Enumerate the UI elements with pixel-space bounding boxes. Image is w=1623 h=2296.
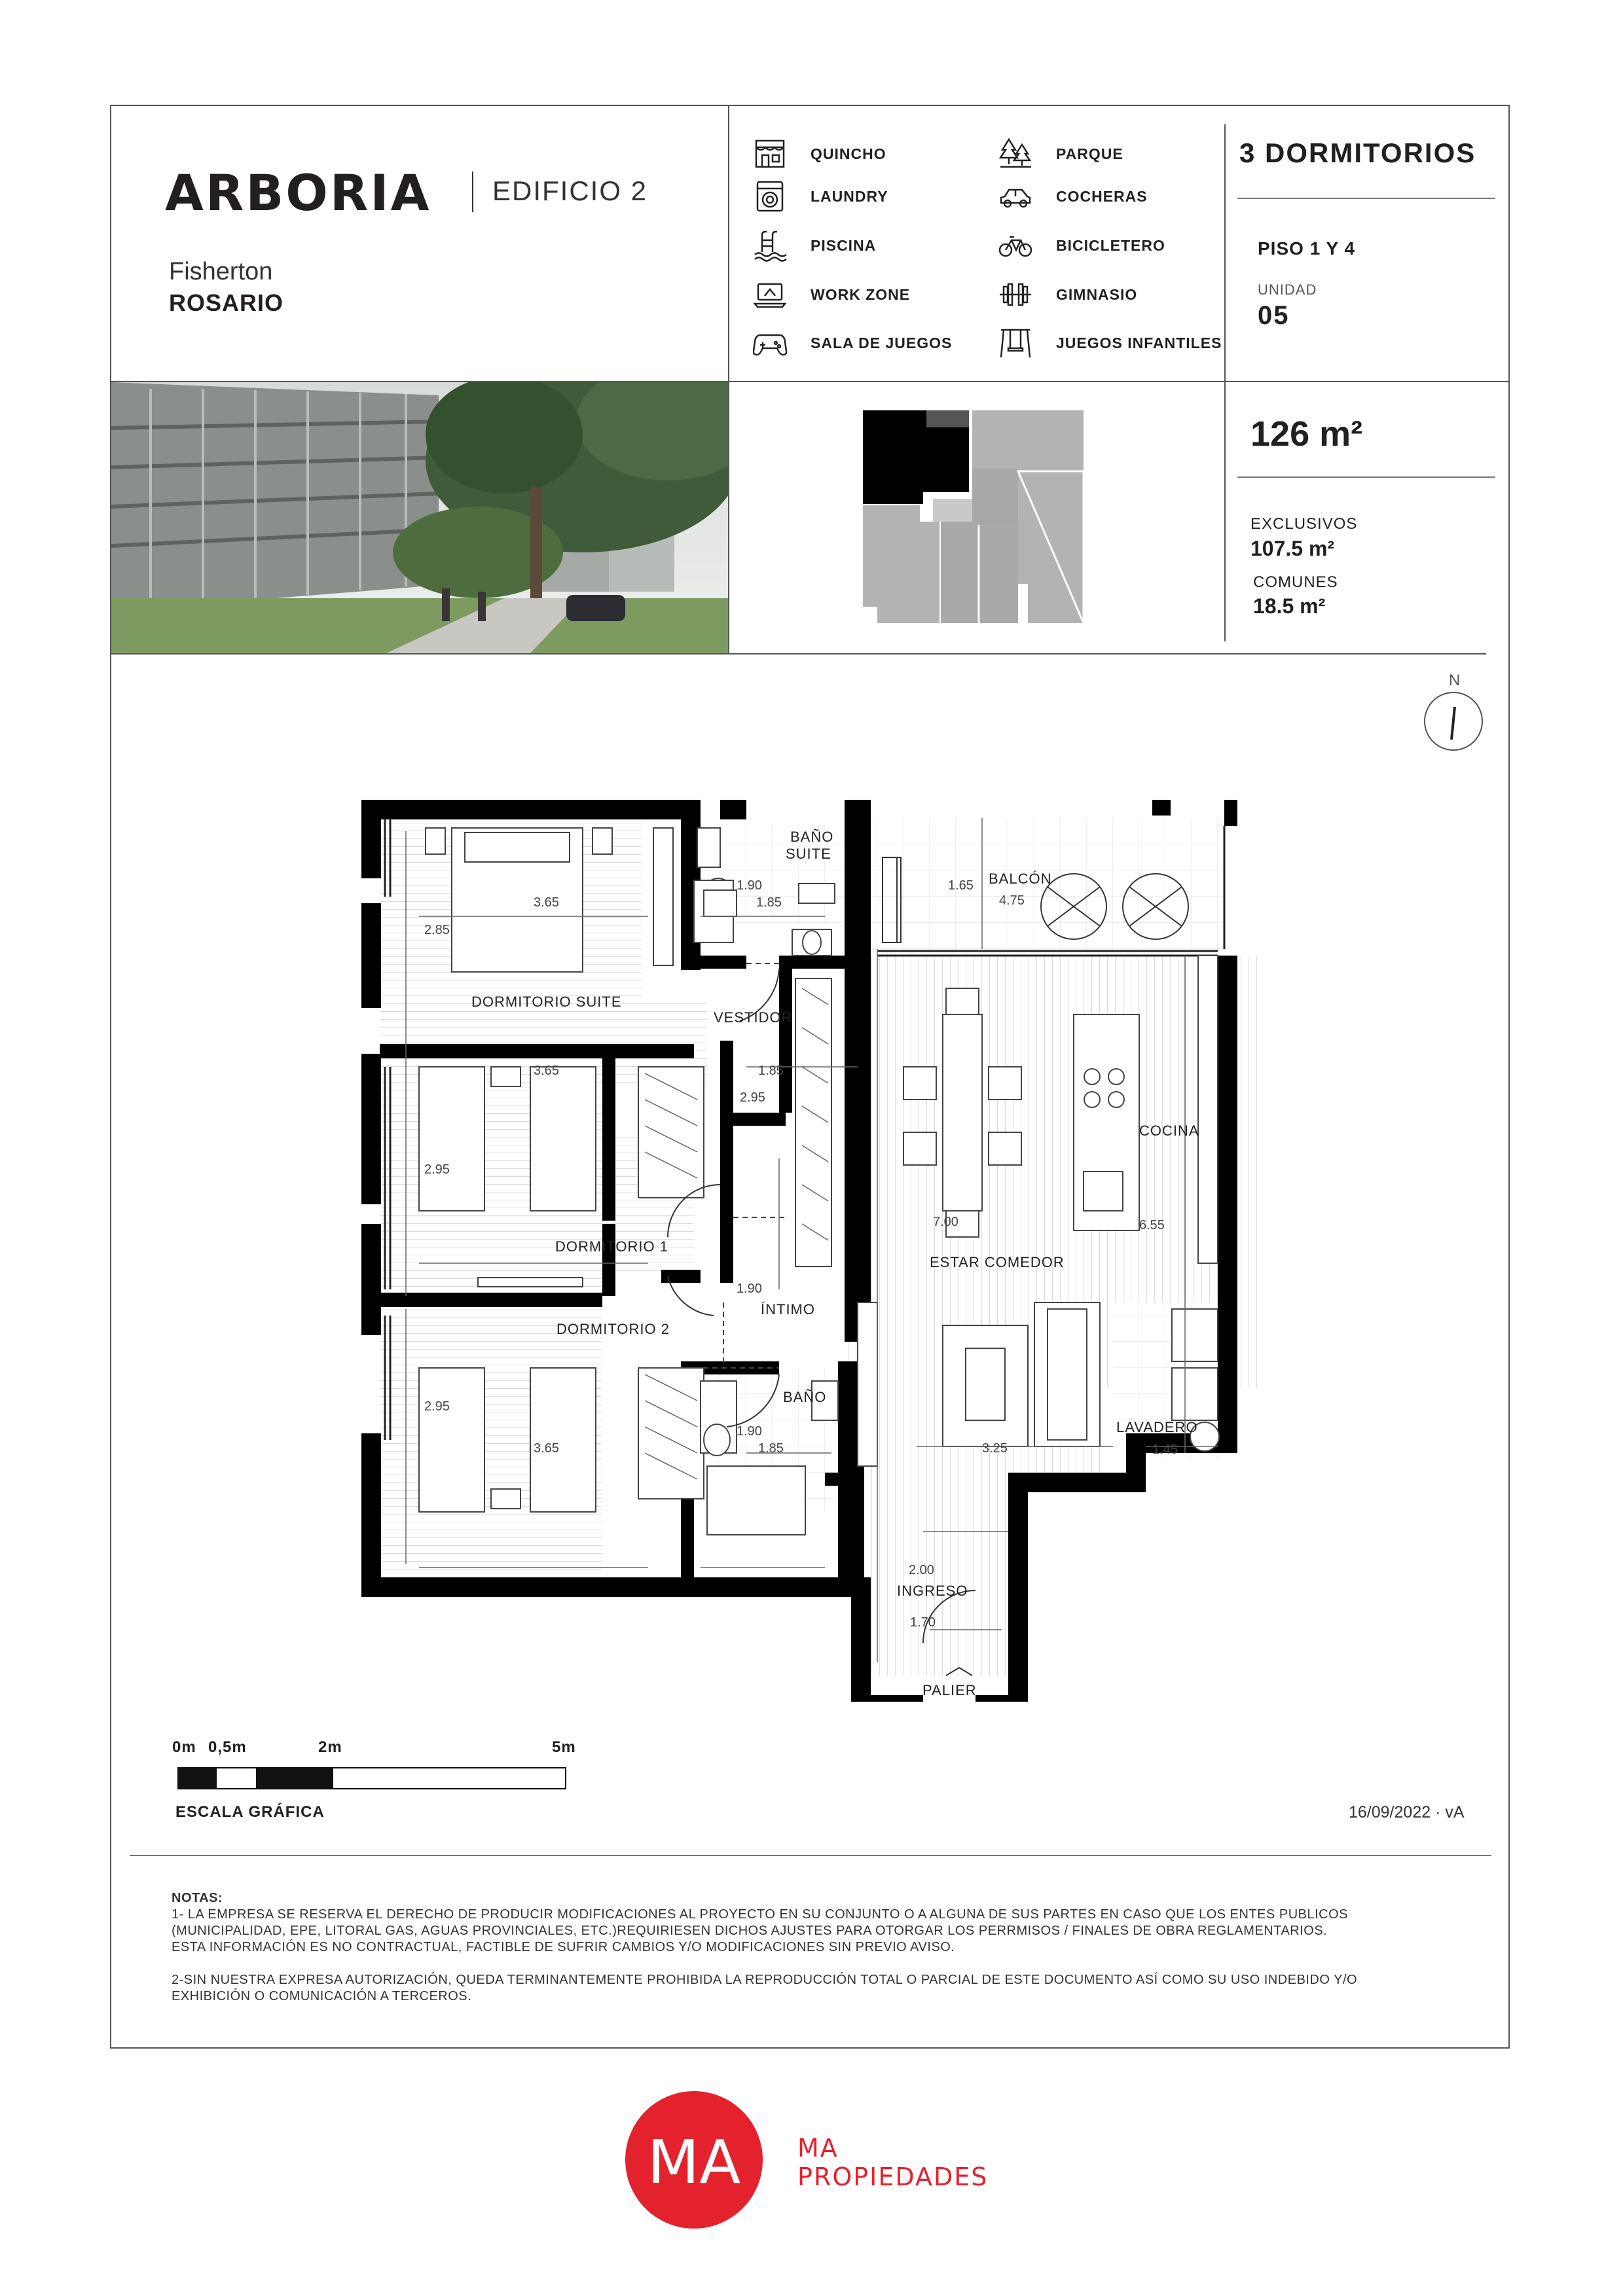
building-name: EDIFICIO 2 [492, 175, 648, 206]
amenity-label: BICICLETERO [1056, 236, 1165, 254]
column-divider-2 [1224, 124, 1226, 641]
amenity-piscina [753, 226, 876, 265]
amenity-label: LAUNDRY [811, 187, 888, 205]
swing-icon [998, 326, 1032, 360]
amenity-cocheras [998, 177, 1148, 216]
neighborhood: Fisherton [169, 258, 273, 285]
bicycle-icon [998, 228, 1032, 262]
note-2-line-2: EXHIBICIÓN O COMUNICACIÓN A TERCEROS. [172, 1989, 472, 2003]
floor-key-plan [861, 407, 1084, 623]
total-area: 126 m² [1250, 414, 1363, 454]
dimension: 7.00 [933, 1215, 958, 1229]
amenity-label: SALA DE JUEGOS [811, 334, 953, 351]
amenity-label: QUINCHO [811, 145, 886, 162]
column-divider-1 [728, 105, 729, 655]
dimension: 1.45 [1152, 1443, 1178, 1457]
dimension: 1.85 [758, 1441, 784, 1456]
dimension: 1.85 [758, 1064, 784, 1078]
trees-icon [998, 137, 1032, 171]
north-label: N [1449, 672, 1461, 689]
room-bano-suite: BAÑO [790, 829, 834, 845]
unit-label: UNIDAD [1258, 281, 1317, 298]
note-1-line-3: ESTA INFORMACIÓN ES NO CONTRACTUAL, FACTIBLE DE SUFRIR CAMBIOS Y/O MODIFICACIONES SIN PREVIO AVISO. [172, 1940, 955, 1954]
room-dormitorio-1: DORMITORIO 1 [555, 1238, 668, 1255]
common-label: COMUNES [1253, 573, 1338, 591]
north-arrow [1421, 674, 1486, 753]
amenity-sala-de-juegos [753, 323, 952, 363]
amenity-quincho [753, 134, 886, 173]
note-2-line-1: 2-SIN NUESTRA EXPRESA AUTORIZACIÓN, QUEDA TERMINANTEMENTE PROHIBIDA LA REPRODUCCIÓN TOTAL O PARCIAL DE ESTE DOCUMENTO ASÍ COMO SU USO INDEBIDO Y/O [172, 1973, 1358, 1987]
amenity-parque [998, 134, 1123, 173]
scale-tick-05: 0,5m [208, 1738, 247, 1756]
dimension: 2.95 [424, 1162, 450, 1177]
logo-mark: MA [647, 2127, 741, 2197]
room-balcon: BALCÓN [989, 870, 1052, 887]
room-palier: PALIER [922, 1682, 977, 1698]
room-intimo: ÍNTIMO [761, 1301, 815, 1318]
floor-plan [354, 792, 1257, 1708]
room-cocina: COCINA [1139, 1122, 1199, 1139]
amenity-juegos-infantiles [998, 323, 1222, 363]
amenity-label: WORK ZONE [811, 285, 911, 303]
room-lavadero: LAVADERO [1116, 1419, 1198, 1435]
revision-date: 16/09/2022 · vA [1349, 1803, 1465, 1821]
floors: PISO 1 Y 4 [1258, 238, 1356, 259]
dimension: 1.90 [737, 878, 762, 893]
note-1-line-2: (MUNICIPALIDAD, EPE, LITORAL GAS, AGUAS PROVINCIALES, ETC.)REQUIRIESEN DICHOS AJUSTES PARA OTORGAR LOS PERRMISOS / FINALES DE OBRA REGLAMENTARIOS. [172, 1924, 1328, 1938]
logo-line-2: PROPIEDADES [797, 2162, 989, 2191]
ma-logo [625, 2091, 763, 2229]
amenity-label: GIMNASIO [1056, 285, 1138, 303]
laptop-icon [753, 278, 787, 312]
image-divider [110, 653, 1486, 655]
room-estar-comedor: ESTAR COMEDOR [930, 1254, 1065, 1270]
dimension: 1.90 [737, 1424, 762, 1439]
title-separator [472, 171, 473, 212]
room-bano-suite-2: SUITE [786, 846, 831, 862]
common-area: 18.5 m² [1253, 594, 1326, 618]
amenity-label: PARQUE [1056, 145, 1123, 162]
room-dormitorio-2: DORMITORIO 2 [556, 1321, 670, 1337]
city: ROSARIO [169, 289, 284, 316]
unit-divider-1 [1237, 198, 1495, 199]
room-vestidor: VESTIDOR [714, 1009, 793, 1026]
scale-tick-2: 2m [318, 1738, 342, 1756]
bedrooms-count: 3 DORMITORIOS [1239, 137, 1476, 168]
dimension: 1.70 [910, 1615, 936, 1630]
scale-tick-0: 0m [172, 1738, 196, 1756]
dumbbell-icon [998, 278, 1032, 312]
notes-title: NOTAS: [172, 1891, 223, 1905]
dimension: 3.65 [534, 895, 559, 910]
amenity-bicicletero [998, 226, 1165, 265]
dimension: 3.65 [534, 1064, 559, 1078]
grill-house-icon [753, 137, 787, 171]
exclusive-area: 107.5 m² [1250, 537, 1335, 560]
dimension: 1.85 [756, 895, 782, 910]
amenity-label: JUEGOS INFANTILES [1056, 334, 1222, 351]
dimension: 1.65 [948, 878, 974, 893]
scale-bar [177, 1767, 566, 1789]
unit-divider-2 [1237, 476, 1495, 478]
notes-block [172, 1890, 1481, 2005]
amenity-laundry [753, 177, 888, 216]
scale-tick-5: 5m [552, 1738, 576, 1756]
dimension: 1.90 [737, 1282, 762, 1296]
dimension: 3.25 [982, 1441, 1008, 1456]
room-bano: BAÑO [783, 1389, 827, 1405]
dimension: 2.85 [424, 923, 450, 937]
pool-icon [753, 228, 787, 262]
dimension: 4.75 [999, 893, 1025, 908]
scale-label: ESCALA GRÁFICA [175, 1803, 325, 1821]
dimension: 6.55 [1139, 1218, 1165, 1232]
brand-title: ARBORIA [165, 164, 431, 222]
dimension: 3.65 [534, 1441, 559, 1456]
car-icon [998, 179, 1032, 213]
amenity-label: PISCINA [811, 236, 877, 254]
logo-wordmark [797, 2134, 988, 2191]
notes-divider [130, 1855, 1491, 1856]
room-dormitorio-suite: DORMITORIO SUITE [471, 994, 622, 1010]
exclusive-label: EXCLUSIVOS [1250, 515, 1358, 533]
building-render-image [111, 382, 728, 653]
amenity-work-zone [753, 275, 910, 314]
amenity-gimnasio [998, 275, 1137, 314]
dimension: 2.95 [740, 1090, 765, 1105]
logo-line-1: MA [797, 2134, 839, 2162]
dimension: 2.95 [424, 1399, 450, 1414]
amenity-label: COCHERAS [1056, 187, 1148, 205]
dimension: 2.00 [909, 1563, 934, 1577]
gamepad-icon [753, 326, 787, 360]
unit-number: 05 [1258, 301, 1290, 330]
note-1-line-1: 1- LA EMPRESA SE RESERVA EL DERECHO DE PRODUCIR MODIFICACIONES AL PROYECTO EN SU CONJUNTO O A ALGUNA DE SUS PARTES EN CASO QUE LOS ENTES PUBLICOS [172, 1907, 1349, 1922]
washing-machine-icon [753, 179, 787, 213]
room-ingreso: INGRESO [897, 1583, 968, 1599]
